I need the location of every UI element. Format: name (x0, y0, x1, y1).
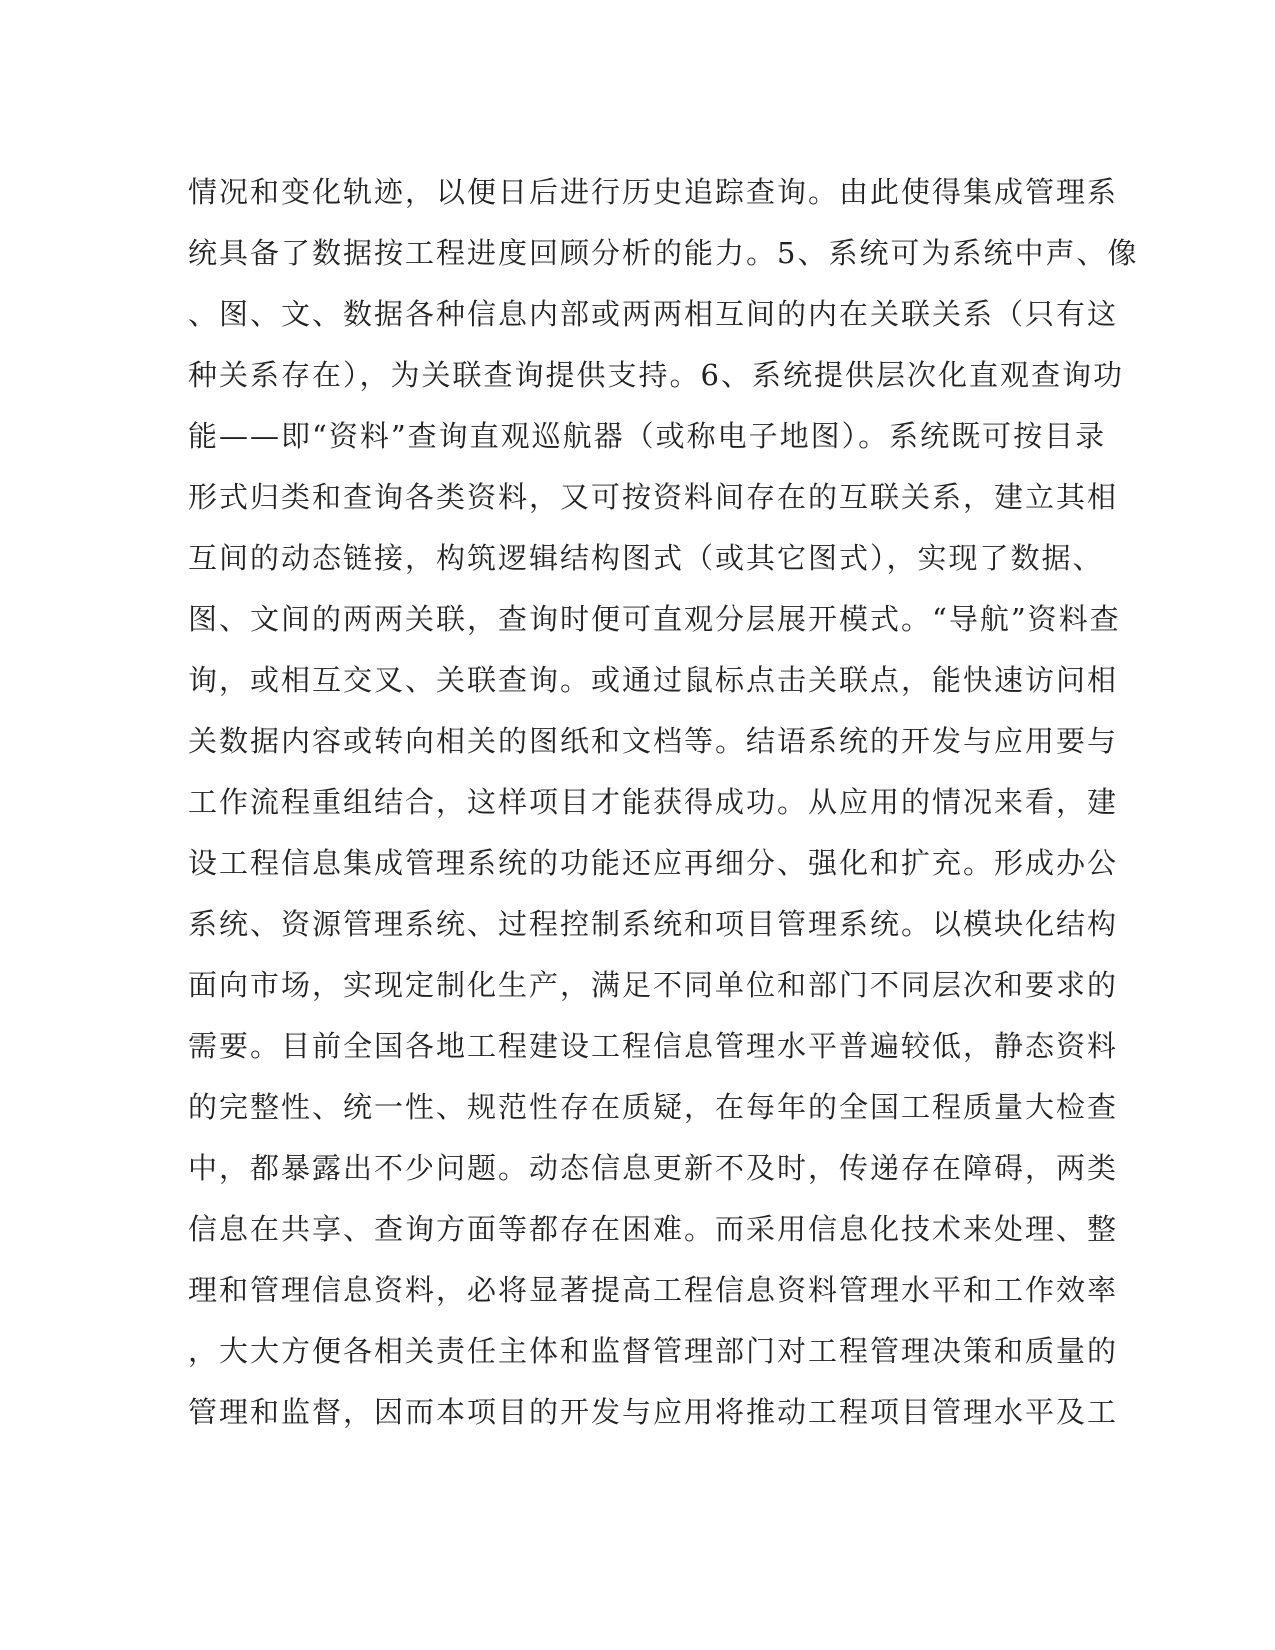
text-line: 设工程信息集成管理系统的功能还应再细分、强化和扩充。形成办公 (188, 846, 1119, 880)
text-line: 情况和变化轨迹，以便日后进行历史追踪查询。由此使得集成管理系 (188, 175, 1119, 209)
text-line: 图、文间的两两关联，查询时便可直观分层展开模式。“导航”资料查 (188, 602, 1121, 636)
text-line: 管理和监督，因而本项目的开发与应用将推动工程项目管理水平及工 (188, 1395, 1119, 1429)
text-line: 面向市场，实现定制化生产，满足不同单位和部门不同层次和要求的 (188, 968, 1119, 1002)
text-line: 统具备了数据按工程进度回顾分析的能力。5、系统可为系统中声、像 (188, 236, 1139, 270)
text-line: 需要。目前全国各地工程建设工程信息管理水平普遍较低，静态资料 (188, 1029, 1119, 1063)
body-text (188, 162, 1139, 1443)
text-line: 询，或相互交叉、关联查询。或通过鼠标点击关联点，能快速访问相 (188, 663, 1119, 697)
text-line: ，大大方便各相关责任主体和监督管理部门对工程管理决策和质量的 (188, 1334, 1119, 1368)
text-line: 系统、资源管理系统、过程控制系统和项目管理系统。以模块化结构 (188, 907, 1119, 941)
text-line: 能——即“资料”查询直观巡航器（或称电子地图）。系统既可按目录 (188, 419, 1107, 453)
text-line: 中，都暴露出不少问题。动态信息更新不及时，传递存在障碍，两类 (188, 1151, 1119, 1185)
text-line: 、图、文、数据各种信息内部或两两相互间的内在关联关系（只有这 (188, 297, 1119, 331)
text-line: 种关系存在），为关联查询提供支持。6、系统提供层次化直观查询功 (188, 358, 1124, 392)
text-line: 关数据内容或转向相关的图纸和文档等。结语系统的开发与应用要与 (188, 724, 1119, 758)
text-line: 理和管理信息资料，必将显著提高工程信息资料管理水平和工作效率 (188, 1273, 1119, 1307)
text-line: 信息在共享、查询方面等都存在困难。而采用信息化技术来处理、整 (188, 1212, 1119, 1246)
text-line: 工作流程重组结合，这样项目才能获得成功。从应用的情况来看，建 (188, 785, 1119, 819)
text-line: 形式归类和查询各类资料，又可按资料间存在的互联关系，建立其相 (188, 480, 1119, 514)
text-line: 互间的动态链接，构筑逻辑结构图式（或其它图式），实现了数据、 (188, 541, 1104, 575)
text-line: 的完整性、统一性、规范性存在质疑，在每年的全国工程质量大检查 (188, 1090, 1119, 1124)
